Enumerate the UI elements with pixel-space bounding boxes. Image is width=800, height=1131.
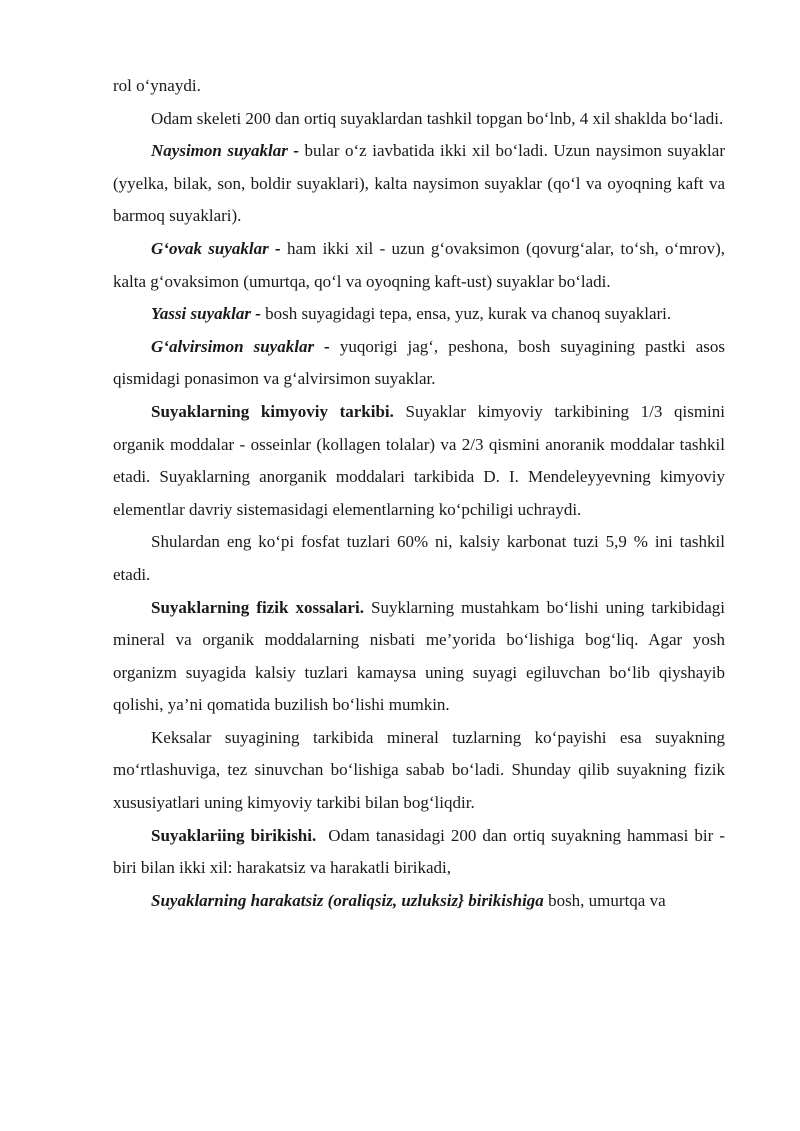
paragraph bbox=[113, 396, 725, 526]
paragraph bbox=[113, 592, 725, 722]
paragraph-text: ham ikki xil - uzun g‘ovaksimon (qovurg‘alar, to‘sh, o‘mrov), kalta g‘ovaksimon (umurtqa, qo‘l va oyoqning kaft-ust) suyaklar bo‘ladi. bbox=[113, 238, 725, 291]
paragraph bbox=[113, 885, 725, 918]
section-heading: Suyaklarning fizik xossalari. bbox=[151, 597, 364, 617]
paragraph bbox=[113, 103, 725, 136]
paragraph-text: Keksalar suyagining tarkibida mineral tuzlarning ko‘payishi esa suyakning mo‘rtlashuviga, tez sinuvchan bo‘lishiga sabab bo‘ladi. Shunday qilib suyakning fizik xususiyatlari uning kimyoviy tarkibi bilan bog‘liqdir. bbox=[113, 727, 725, 813]
paragraph-text: yuqorigi jag‘, peshona, bosh suyagining pastki asos qismidagi ponasimon va g‘alvirsimon suyaklar. bbox=[113, 336, 725, 389]
term-heading: G‘ovak suyaklar - bbox=[151, 238, 281, 258]
term-heading: G‘alvirsimon suyaklar - bbox=[151, 336, 330, 356]
paragraph bbox=[113, 526, 725, 591]
paragraph-text: Suyklarning mustahkam bo‘lishi uning tarkibidagi mineral va organik moddalarning nisbati me’yorida bo‘lishiga bog‘liq. Agar yosh organizm suyagida kalsiy tuzlari kamaysa uning suyagi egiluvchan bo‘lib qiyshayib qolishi, ya’ni qomatida buzilish bo‘lishi mumkin. bbox=[113, 597, 725, 715]
section-heading: Suyaklarning kimyoviy tarkibi. bbox=[151, 401, 394, 421]
paragraph bbox=[113, 722, 725, 820]
paragraph-text: bular o‘z iavbatida ikki xil bo‘ladi. Uzun naysimon suyaklar (yyelka, bilak, son, boldir suyaklari), kalta naysimon suyaklar (qo‘l va oyoqning kaft va barmoq suyaklari). bbox=[113, 141, 725, 226]
paragraph-text: bosh suyagidagi tepa, ensa, yuz, kurak va chanoq suyaklari. bbox=[260, 304, 672, 324]
paragraph bbox=[113, 298, 725, 331]
paragraph-text: Odam skeleti 200 dan ortiq suyaklardan tashkil topgan bo‘lnb, 4 xil shaklda bo‘ladi. bbox=[151, 108, 724, 128]
paragraph bbox=[113, 331, 725, 396]
paragraph bbox=[113, 233, 725, 298]
paragraph bbox=[113, 135, 725, 233]
paragraph bbox=[113, 70, 725, 103]
paragraph bbox=[113, 820, 730, 885]
term-heading: Naysimon suyaklar - bbox=[151, 141, 300, 161]
term-heading: Suyaklarning harakatsiz (oraliqsiz, uzluksiz} birikishiga bbox=[151, 890, 544, 910]
section-heading: Suyaklariing birikishi. bbox=[151, 825, 317, 845]
paragraph-text: bosh, umurtqa va bbox=[543, 890, 666, 910]
paragraph-text: Odam tanasidagi 200 dan ortiq suyakning hammasi bir - biri bilan ikki xil: harakatsiz va harakatli birikadi, bbox=[113, 825, 730, 878]
paragraph-text: rol o‘ynaydi. bbox=[113, 76, 201, 95]
paragraph-text: Suyaklar kimyoviy tarkibining 1/3 qismini organik moddalar - osseinlar (kollagen tolalar) va 2/3 qismini anoranik moddalar tashkil etadi. Suyaklarning anorganik moddalari tarkibida D. I. Mendeleyyevning kimyoviy elementlar davriy sistemasidagi elementlarning ko‘pchiligi uchraydi. bbox=[113, 401, 725, 519]
body-text bbox=[113, 70, 730, 917]
term-heading: Yassi suyaklar - bbox=[151, 304, 261, 324]
paragraph-text: Shulardan eng ko‘pi fosfat tuzlari 60% ni, kalsiy karbonat tuzi 5,9 % ini tashkil etadi. bbox=[113, 532, 725, 584]
